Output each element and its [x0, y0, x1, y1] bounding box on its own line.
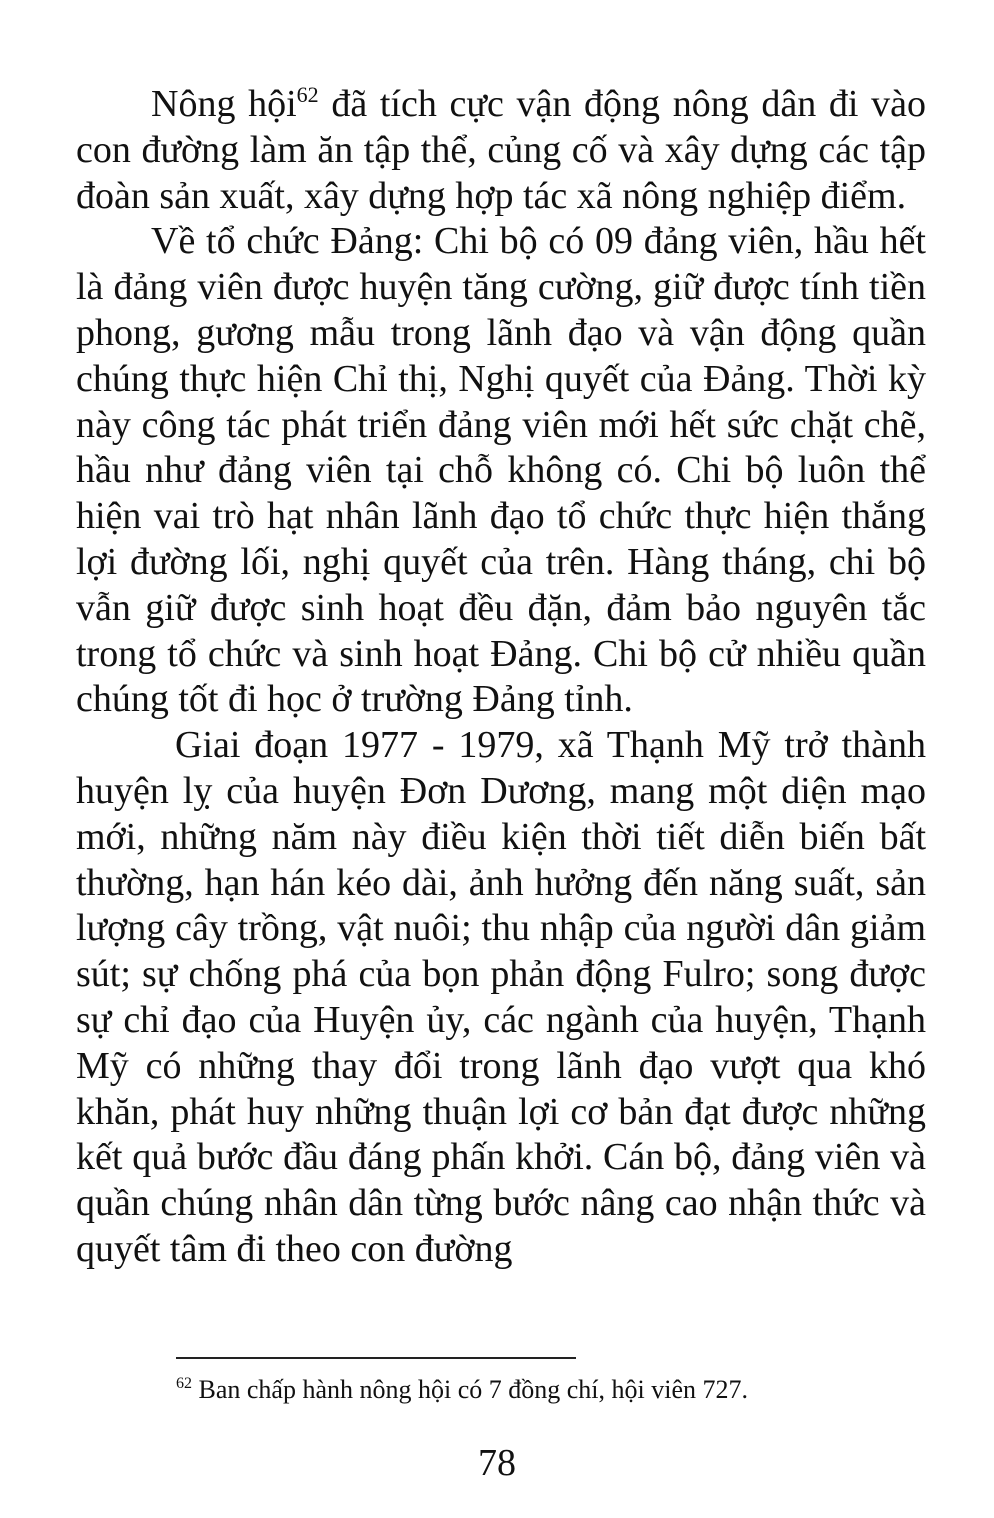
footnote-text: Ban chấp hành nông hội có 7 đồng chí, hội viên 727. — [192, 1375, 749, 1404]
footnote — [176, 1374, 936, 1406]
page-body — [76, 82, 926, 1273]
footnote-divider — [176, 1357, 576, 1359]
paragraph-party-organization: Về tổ chức Đảng: Chi bộ có 09 đảng viên, hầu hết là đảng viên được huyện tăng cường, giữ được tính tiền phong, gương mẫu trong lãnh đạo và vận động quần chúng thực hiện Chỉ thị, Nghị quyết của Đảng. Thời kỳ này công tác phát triển đảng viên mới hết sức chặt chẽ, hầu như đảng viên tại chỗ không có. Chi bộ luôn thể hiện vai trò hạt nhân lãnh đạo tổ chức thực hiện thắng lợi đường lối, nghị quyết của trên. Hàng tháng, chi bộ vẫn giữ được sinh hoạt đều đặn, đảm bảo nguyên tắc trong tổ chức và sinh hoạt Đảng. Chi bộ cử nhiều quần chúng tốt đi học ở trường Đảng tỉnh. — [76, 220, 926, 721]
paragraph-text-rest: đã tích cực vận động nông dân đi vào con đường làm ăn tập thể, củng cố và xây dựng các tập đoàn sản xuất, xây dựng hợp tác xã nông nghiệp điểm. — [76, 83, 926, 217]
footnote-number: 62 — [176, 1375, 192, 1392]
paragraph-farmers-association — [76, 82, 926, 219]
footnote-reference[interactable]: 62 — [296, 82, 319, 107]
paragraph-period-1977-1979: Giai đoạn 1977 - 1979, xã Thạnh Mỹ trở thành huyện lỵ của huyện Đơn Dương, mang một diện mạo mới, những năm này điều kiện thời tiết diễn biến bất thường, hạn hán kéo dài, ảnh hưởng đến năng suất, sản lượng cây trồng, vật nuôi; thu nhập của người dân giảm sút; sự chống phá của bọn phản động Fulro; song được sự chỉ đạo của Huyện ủy, các ngành của huyện, Thạnh Mỹ có những thay đổi trong lãnh đạo vượt qua khó khăn, phát huy những thuận lợi cơ bản đạt được những kết quả bước đầu đáng phấn khởi. Cán bộ, đảng viên và quần chúng nhân dân từng bước nâng cao nhận thức và quyết tâm đi theo con đường — [76, 724, 926, 1270]
paragraph-text-start: Nông hội — [151, 83, 297, 125]
page-number: 78 — [478, 1442, 516, 1484]
